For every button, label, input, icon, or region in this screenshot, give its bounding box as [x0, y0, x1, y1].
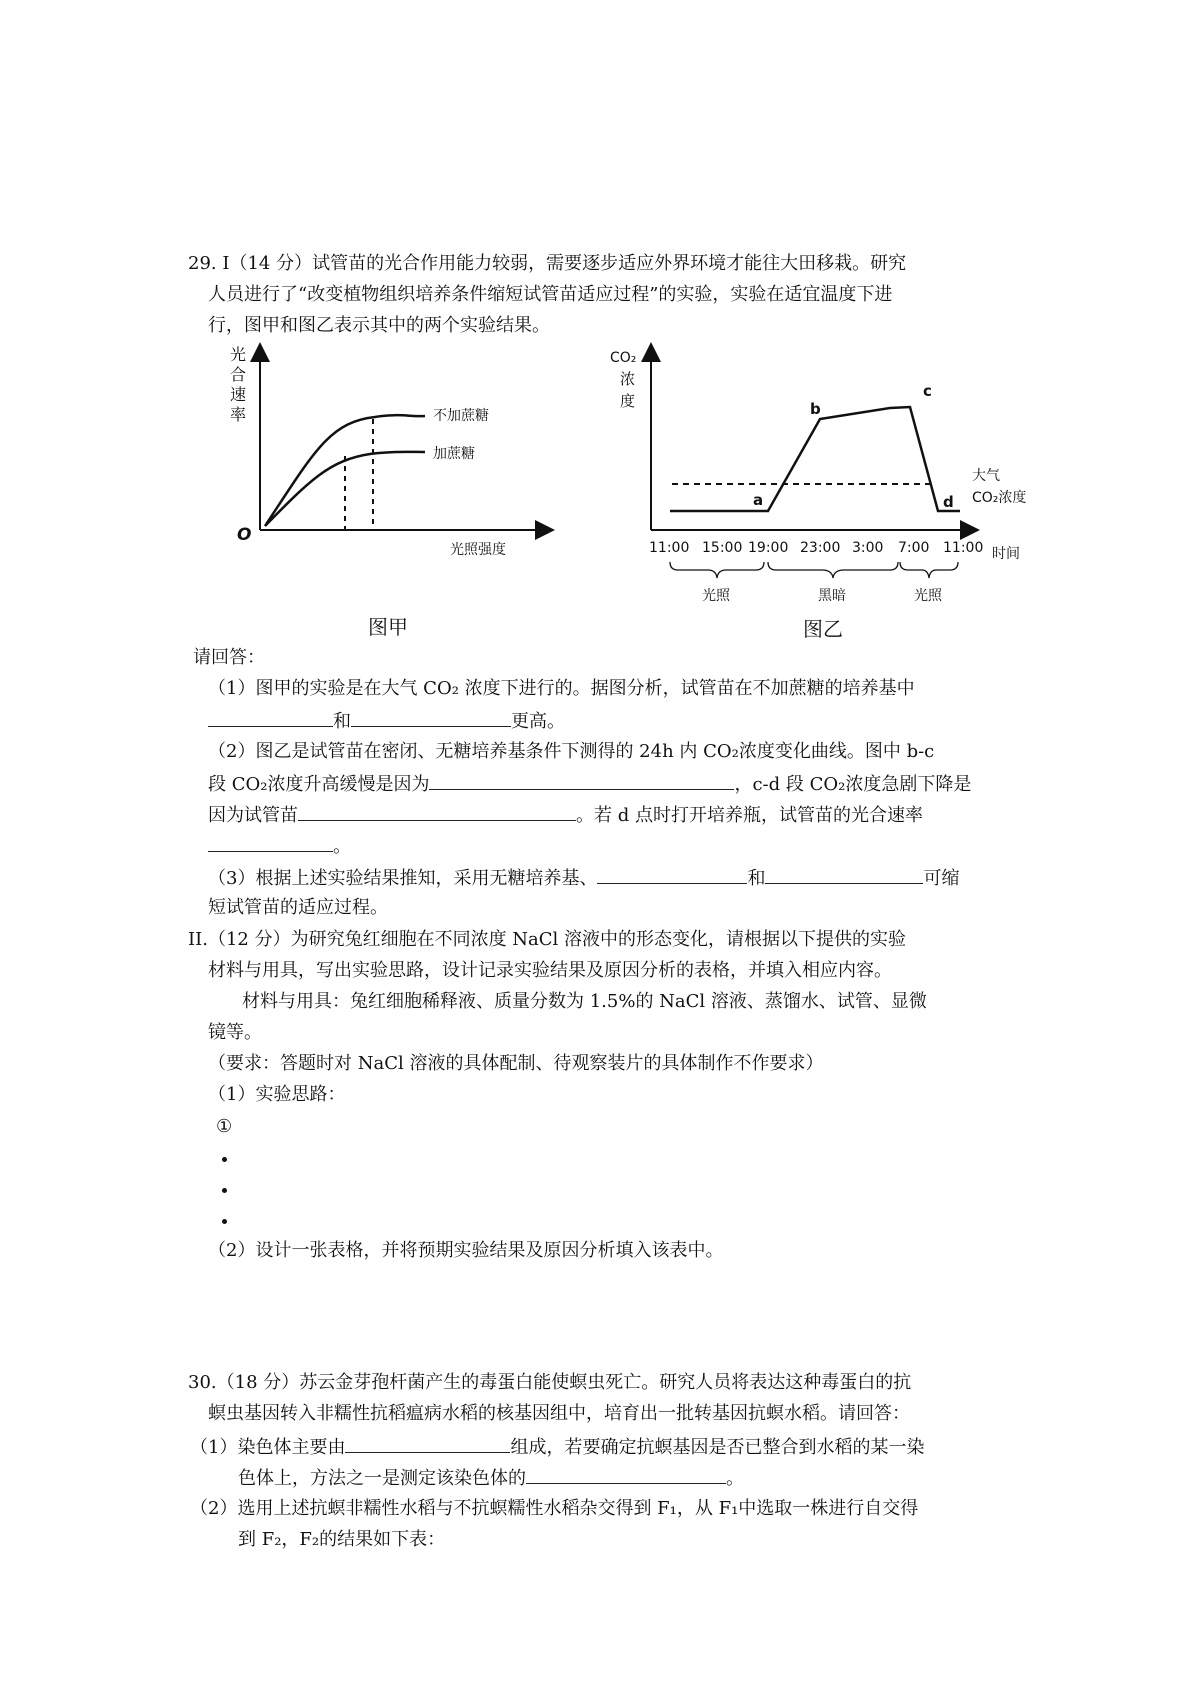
q29-p2-line4 [208, 833, 351, 859]
fig-b-period-light-1: 光照 [702, 588, 730, 604]
q29-p1-higher: 更高。 [511, 711, 565, 732]
fig-b-ylabel-1: CO₂ [610, 350, 637, 366]
fig-b-point-d: d [943, 493, 954, 511]
q30-line1: 30.（18 分）苏云金芽孢杆菌产生的毒蛋白能使螟虫死亡。研究人员将表达这种毒蛋白的抗 [188, 1372, 912, 1393]
fig-b-brace-light-2 [900, 562, 958, 578]
q29-p2-line3 [208, 802, 923, 828]
fig-b-point-c: c [923, 382, 932, 400]
q29-p1-line2 [208, 708, 565, 734]
fig-a-ylabel-2: 合 [230, 365, 247, 384]
fig-a-xlabel: 光照强度 [450, 542, 506, 558]
q30-p1a: （1）染色体主要由 [190, 1437, 346, 1458]
fig-b-caption: 图乙 [803, 617, 843, 641]
step-bullet [222, 1188, 227, 1193]
q29-ii-line3: 材料与用具：兔红细胞稀释液、质量分数为 1.5%的 NaCl 溶液、蒸馏水、试管、显微 [242, 991, 927, 1012]
fig-b-period-dark: 黑暗 [818, 588, 846, 604]
fig-b-co2-curve [670, 407, 960, 511]
figure-b [600, 340, 1060, 610]
q29-p2-line1: （2）图乙是试管苗在密闭、无糖培养基条件下测得的 24h 内 CO₂浓度变化曲线。图中 b-c [208, 741, 935, 762]
answer-blank[interactable] [208, 708, 333, 727]
fig-a-ylabel-3: 速 [230, 385, 247, 404]
fig-b-brace-dark [768, 562, 898, 578]
fig-a-origin: O [237, 525, 252, 545]
fig-b-tick: 7:00 [898, 540, 930, 556]
q29-p2-line3b: 。若 d 点时打开培养瓶，试管苗的光合速率 [576, 805, 923, 826]
figure-a [215, 340, 565, 645]
fig-b-tick: 15:00 [702, 540, 743, 556]
q29-intro-line3: 行，图甲和图乙表示其中的两个实验结果。 [208, 315, 550, 336]
q29-intro-line2: 人员进行了“改变植物组织培养条件缩短试管苗适应过程”的实验，实验在适宜温度下进 [208, 284, 893, 305]
q30-p1b: 组成，若要确定抗螟基因是否已整合到水稻的某一染 [510, 1437, 925, 1458]
q29-ii-line7: （2）设计一张表格，并将预期实验结果及原因分析填入该表中。 [208, 1240, 724, 1261]
fig-b-atm-label-2: CO₂浓度 [972, 490, 1027, 506]
fig-b-tick: 11:00 [943, 540, 984, 556]
q29-p2-line3a: 因为试管苗 [208, 805, 298, 826]
q30-p1c: 色体上，方法之一是测定该染色体的 [238, 1468, 526, 1489]
q30-p1-line2 [238, 1465, 744, 1491]
answer-blank[interactable] [351, 708, 511, 727]
q29-p1-line1: （1）图甲的实验是在大气 CO₂ 浓度下进行的。据图分析，试管苗在不加蔗糖的培养基中 [208, 678, 915, 699]
q29-ii-line4: 镜等。 [208, 1022, 262, 1043]
step-bullet [222, 1157, 227, 1162]
answer-blank[interactable] [765, 865, 923, 884]
step-bullet [222, 1219, 227, 1224]
fig-b-tick: 11:00 [649, 540, 690, 556]
q30-p2-line1: （2）选用上述抗螟非糯性水稻与不抗螟糯性水稻杂交得到 F₁，从 F₁中选取一株进行自交得 [190, 1498, 919, 1519]
fig-a-label-sugar: 加蔗糖 [433, 446, 475, 462]
q30-line2: 螟虫基因转入非糯性抗稻瘟病水稻的核基因组中，培育出一批转基因抗螟水稻。请回答： [208, 1403, 910, 1424]
q29-p3-line1 [208, 865, 959, 891]
fig-b-period-light-2: 光照 [914, 588, 942, 604]
q29-p2-line4: 。 [333, 836, 351, 857]
answer-blank[interactable] [597, 865, 747, 884]
fig-b-xlabel: 时间 [992, 546, 1020, 562]
q29-p2-line2 [208, 771, 971, 797]
q29-p2-line2b: ，c-d 段 CO₂浓度急剧下降是 [734, 774, 972, 795]
fig-b-ylabel-2: 浓 [620, 370, 636, 388]
fig-a-caption: 图甲 [368, 615, 408, 639]
answer-blank[interactable] [429, 771, 734, 790]
fig-a-ylabel-4: 率 [230, 405, 247, 424]
fig-b-tick: 19:00 [748, 540, 789, 556]
fig-b-tick: 23:00 [800, 540, 841, 556]
fig-b-ylabel-3: 度 [620, 392, 636, 410]
q29-ii-line1: II.（12 分）为研究兔红细胞在不同浓度 NaCl 溶液中的形态变化，请根据以下提供的实验 [188, 929, 907, 950]
answer-blank[interactable] [298, 802, 576, 821]
answer-blank[interactable] [208, 833, 333, 852]
please-answer: 请回答： [193, 647, 265, 668]
q29-p1-and: 和 [333, 711, 351, 732]
q30-p1d: 。 [726, 1468, 744, 1489]
q29-intro-line1: 29. I（14 分）试管苗的光合作用能力较弱，需要逐步适应外界环境才能往大田移栽。研究 [188, 253, 907, 274]
fig-b-point-b: b [810, 400, 821, 418]
q29-p3-line1b: 可缩 [923, 868, 960, 889]
q30-p2-line2: 到 F₂，F₂的结果如下表： [238, 1529, 446, 1550]
q29-ii-line6: （1）实验思路： [208, 1084, 346, 1105]
q29-p2-line2a: 段 CO₂浓度升高缓慢是因为 [208, 774, 430, 795]
q30-p1-line1 [190, 1434, 924, 1460]
answer-blank[interactable] [526, 1465, 726, 1484]
q29-ii-step1: ① [216, 1116, 233, 1137]
q29-p3-and: 和 [747, 868, 766, 889]
fig-a-label-no-sugar: 不加蔗糖 [433, 408, 489, 424]
q29-ii-line2: 材料与用具，写出实验思路，设计记录实验结果及原因分析的表格，并填入相应内容。 [208, 960, 892, 981]
fig-b-tick: 3:00 [852, 540, 884, 556]
q29-p3-line1a: （3）根据上述实验结果推知，采用无糖培养基、 [208, 868, 598, 889]
fig-a-ylabel-1: 光 [230, 345, 247, 364]
fig-b-brace-light-1 [670, 562, 764, 578]
q29-ii-line5: （要求：答题时对 NaCl 溶液的具体配制、待观察装片的具体制作不作要求） [208, 1053, 824, 1074]
q29-p3-line2: 短试管苗的适应过程。 [208, 897, 388, 918]
answer-blank[interactable] [345, 1434, 510, 1453]
fig-b-atm-label-1: 大气 [972, 468, 1000, 484]
fig-b-point-a: a [753, 491, 764, 509]
